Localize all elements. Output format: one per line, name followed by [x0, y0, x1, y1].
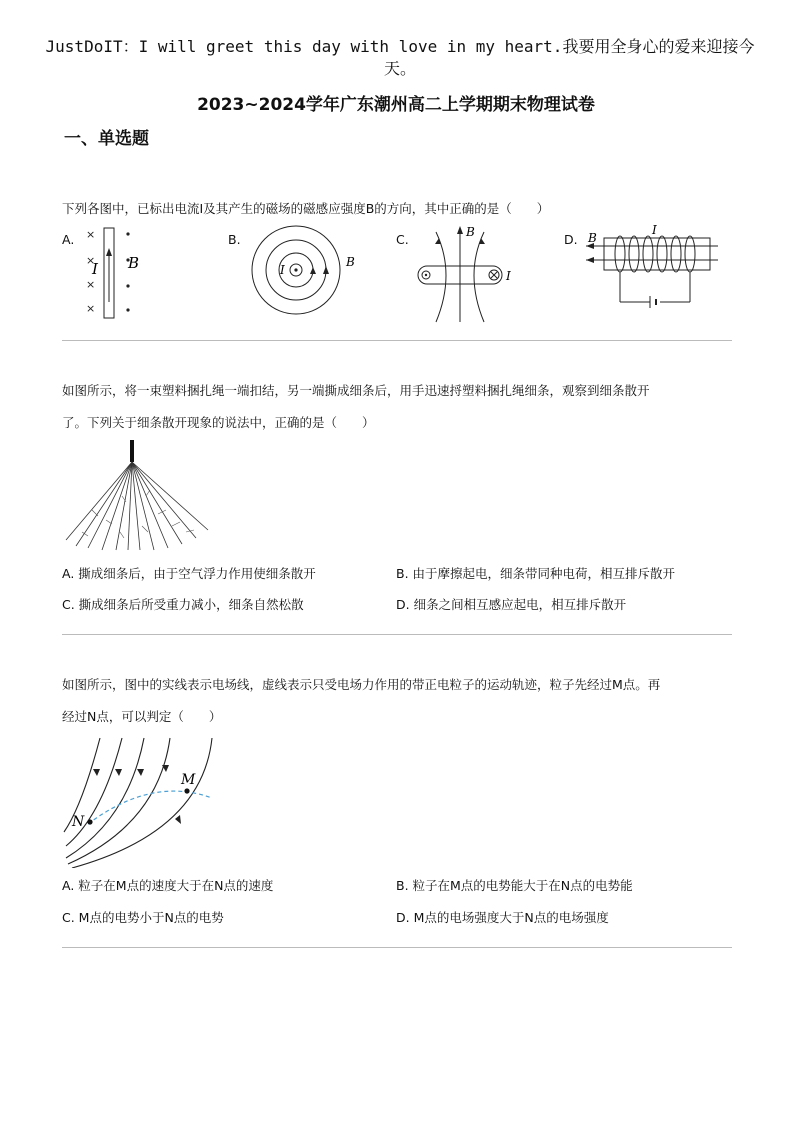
q2-option-a: A. 撕成细条后，由于空气浮力作用使细条散开: [62, 566, 316, 581]
motto-header: JustDoIT：I will greet this day with love in my heart.我要用全身心的爱来迎接今天。: [45, 37, 755, 78]
label-I: I: [92, 260, 98, 278]
q2-option-c: C. 撕成细条后所受重力减小，细条自然松散: [62, 597, 304, 612]
q2-figure-strands: [62, 440, 212, 552]
label-I: I: [280, 263, 285, 277]
label-M: M: [181, 772, 196, 788]
q3-option-d: D. M点的电场强度大于N点的电场强度: [396, 910, 609, 925]
q1-figure-a: [80, 222, 150, 322]
question-1-stem: 下列各图中，已标出电流I及其产生的磁场的磁感应强度B的方向，其中正确的是（ ）: [62, 201, 550, 216]
svg-text:×: ×: [86, 278, 96, 291]
q3-option-a: A. 粒子在M点的速度大于在N点的速度: [62, 878, 274, 893]
q3-option-b: B. 粒子在M点的电势能大于在N点的电势能: [396, 878, 633, 893]
q1-figure-c: [414, 222, 524, 326]
label-B: B: [466, 225, 475, 239]
svg-text:×: ×: [86, 302, 96, 315]
svg-text:×: ×: [86, 254, 96, 267]
exam-title: 2023~2024学年广东潮州高二上学期期末物理试卷: [197, 95, 595, 115]
svg-text:×: ×: [86, 228, 96, 241]
q3-figure-field-lines: [62, 736, 222, 868]
question-2-stem-line2: 了。下列关于细条散开现象的说法中，正确的是（ ）: [62, 415, 375, 430]
divider: [62, 340, 732, 341]
label-B: B: [588, 231, 597, 245]
label-B: B: [346, 255, 355, 269]
label-N: N: [72, 814, 85, 830]
question-2-stem-line1: 如图所示，将一束塑料捆扎绳一端扣结，另一端撕成细条后，用手迅速捋塑料捆扎绳细条，观察到细条散开: [62, 383, 650, 398]
q1-option-a-label: A.: [62, 232, 75, 247]
q3-option-c: C. M点的电势小于N点的电势: [62, 910, 224, 925]
section-heading: 一、单选题: [64, 129, 149, 149]
q1-option-b-label: B.: [228, 232, 241, 247]
label-I: I: [652, 223, 657, 237]
q1-option-d-label: D.: [564, 232, 578, 247]
label-I: I: [506, 269, 511, 283]
divider: [62, 947, 732, 948]
question-3-stem-line1: 如图所示，图中的实线表示电场线，虚线表示只受电场力作用的带正电粒子的运动轨迹，粒子先经过M点。再: [62, 677, 661, 692]
q1-option-c-label: C.: [396, 232, 409, 247]
divider: [62, 634, 732, 635]
question-3-stem-line2: 经过N点，可以判定（ ）: [62, 709, 222, 724]
q2-option-d: D. 细条之间相互感应起电，相互排斥散开: [396, 597, 627, 612]
label-B: B: [128, 254, 140, 272]
q1-figure-d: [582, 222, 722, 322]
q2-option-b: B. 由于摩擦起电，细条带同种电荷，相互排斥散开: [396, 566, 676, 581]
q1-figure-b: [246, 222, 366, 322]
